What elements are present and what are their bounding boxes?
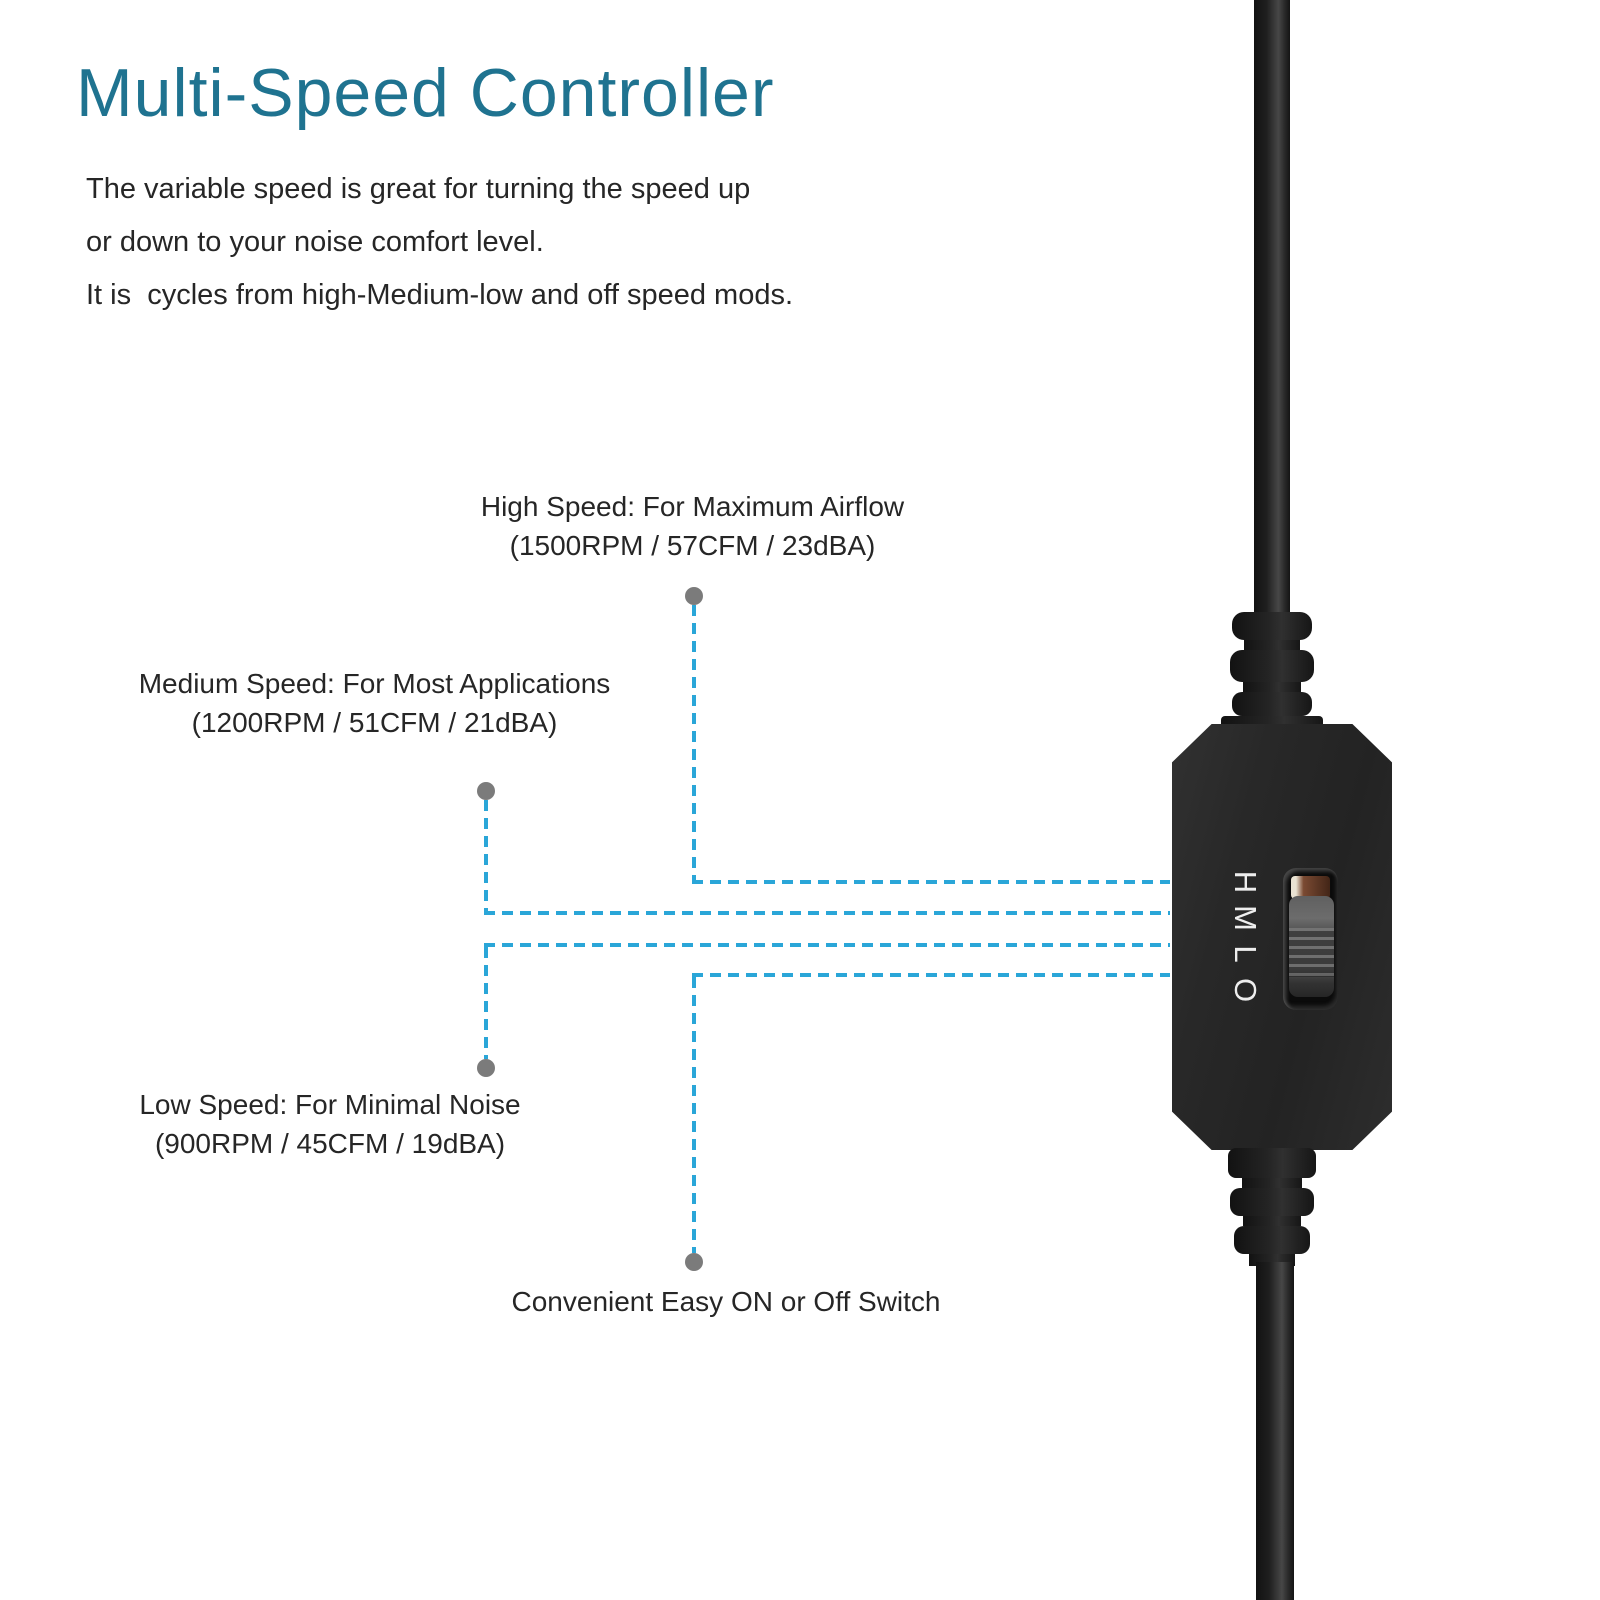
callout-low-speed-specs: (900RPM / 45CFM / 19dBA) bbox=[154, 1128, 506, 1159]
cable-bottom bbox=[1256, 1262, 1294, 1600]
leader-line-high-horizontal bbox=[692, 880, 1170, 884]
rib bbox=[1232, 612, 1312, 640]
controller-body bbox=[1172, 724, 1392, 1150]
callout-high-speed-specs: (1500RPM / 57CFM / 23dBA) bbox=[509, 530, 876, 561]
switch-knob-ribs bbox=[1289, 928, 1334, 976]
leader-line-low-vertical bbox=[484, 947, 488, 1059]
leader-line-medium-vertical bbox=[484, 800, 488, 915]
description-line-2: or down to your noise comfort level. bbox=[86, 226, 544, 258]
switch-label-high: H bbox=[1228, 870, 1263, 894]
leader-dot-high bbox=[685, 587, 703, 605]
leader-line-medium-horizontal bbox=[484, 911, 1170, 915]
description-paragraph bbox=[86, 163, 793, 322]
callout-medium-speed-specs: (1200RPM / 51CFM / 21dBA) bbox=[191, 707, 558, 738]
leader-line-power-horizontal bbox=[692, 973, 1170, 977]
callout-power-switch-title: Convenient Easy ON or Off Switch bbox=[511, 1286, 941, 1317]
leader-dot-low bbox=[477, 1059, 495, 1077]
rib bbox=[1244, 640, 1300, 650]
leader-dot-power bbox=[685, 1253, 703, 1271]
callout-low-speed-title: Low Speed: For Minimal Noise bbox=[139, 1089, 521, 1120]
leader-dot-medium bbox=[477, 782, 495, 800]
description-line-3: It is cycles from high-Medium-low and off speed mods. bbox=[86, 279, 794, 311]
switch-label-medium: M bbox=[1228, 905, 1263, 931]
rib bbox=[1228, 1148, 1316, 1178]
callout-high-speed-title: High Speed: For Maximum Airflow bbox=[480, 491, 905, 522]
switch-label-low: L bbox=[1228, 945, 1263, 963]
cable-top bbox=[1254, 0, 1290, 614]
rib bbox=[1230, 650, 1314, 682]
description-line-1: The variable speed is great for turning the speed up bbox=[86, 173, 751, 205]
rib bbox=[1232, 692, 1312, 716]
rib bbox=[1243, 1216, 1301, 1226]
switch-slider-knob bbox=[1289, 896, 1334, 997]
rib bbox=[1234, 1226, 1310, 1254]
rib bbox=[1243, 682, 1301, 692]
leader-line-power-vertical bbox=[692, 977, 696, 1253]
callout-medium-speed-title: Medium Speed: For Most Applications bbox=[138, 668, 611, 699]
page-title: Multi-Speed Controller bbox=[76, 55, 775, 131]
rib bbox=[1242, 1178, 1302, 1188]
leader-line-high-vertical bbox=[692, 605, 696, 884]
rib bbox=[1230, 1188, 1314, 1216]
callout-medium-speed bbox=[122, 664, 627, 742]
switch-label-off: O bbox=[1228, 977, 1263, 1003]
callout-power-switch bbox=[495, 1282, 957, 1321]
callout-high-speed bbox=[460, 487, 925, 565]
callout-low-speed bbox=[130, 1085, 530, 1163]
switch-position-labels bbox=[1227, 864, 1263, 1008]
leader-line-low-horizontal bbox=[484, 943, 1170, 947]
